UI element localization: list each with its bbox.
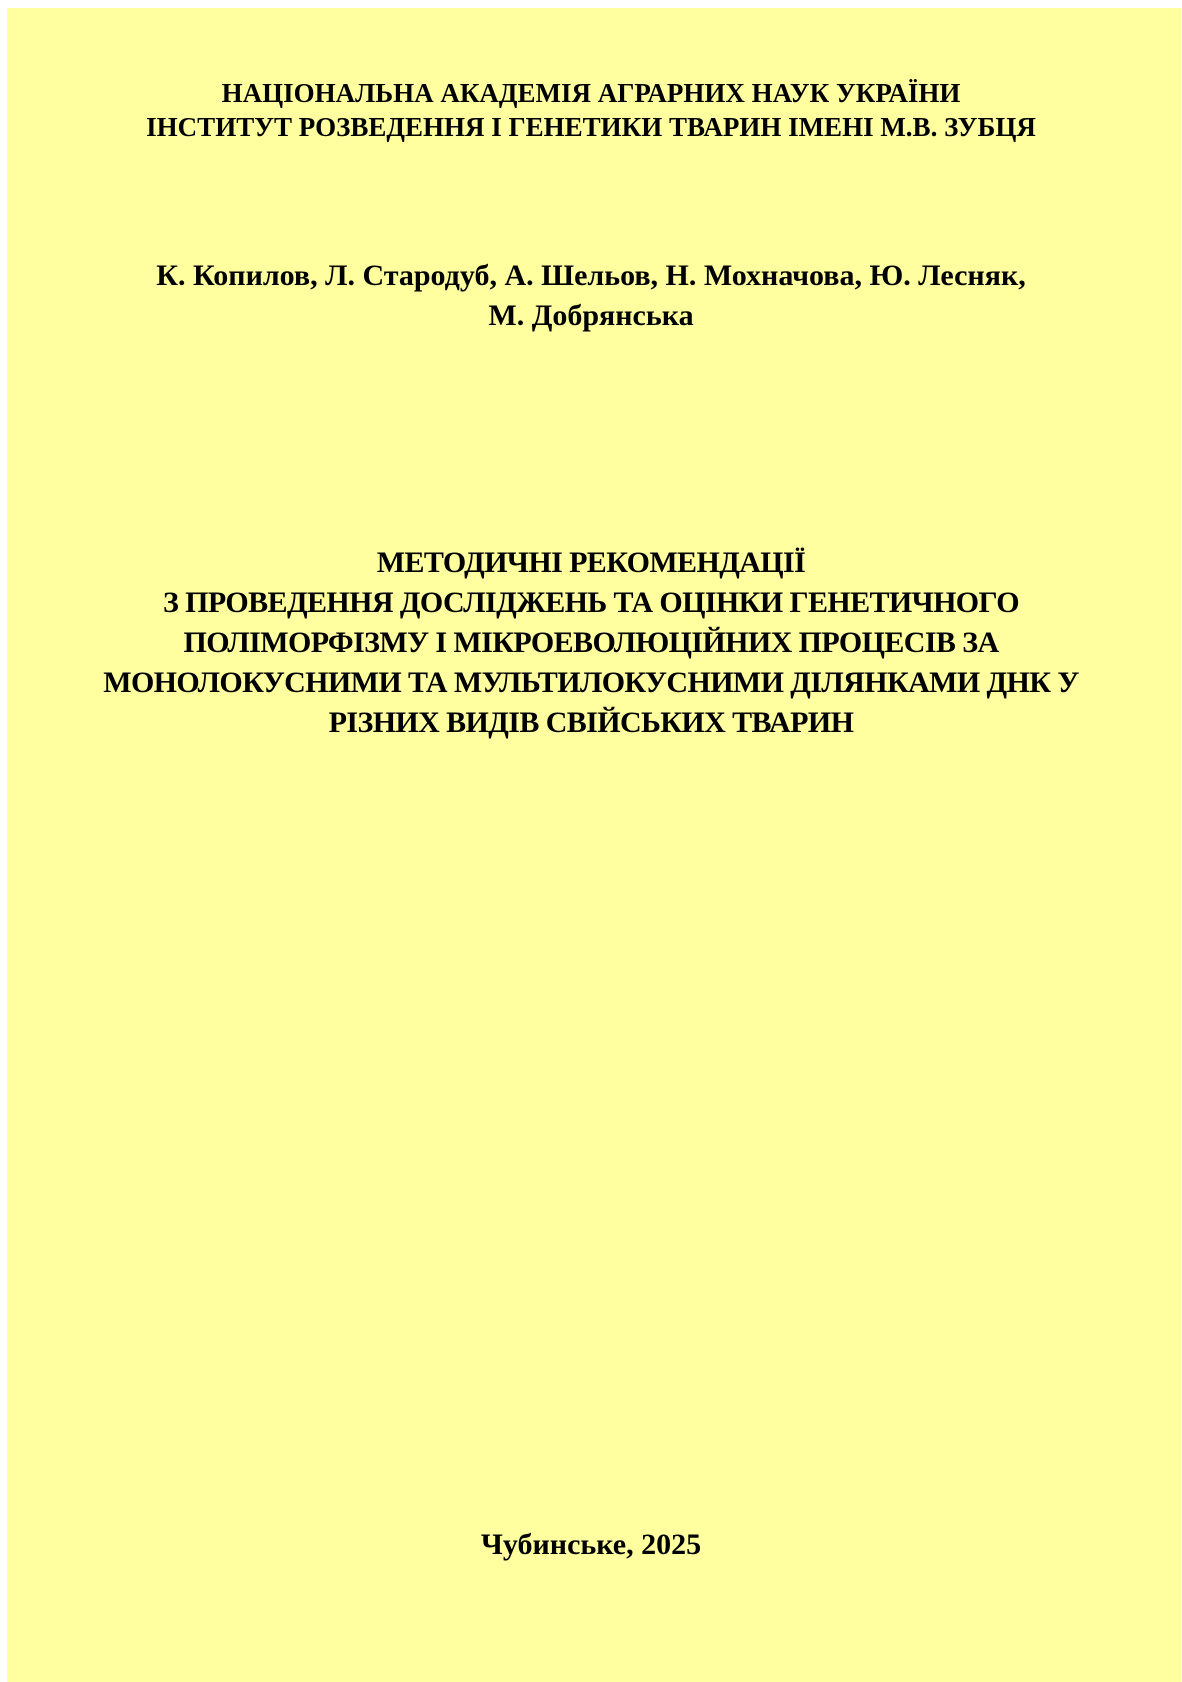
title-line-1: МЕТОДИЧНІ РЕКОМЕНДАЦІЇ bbox=[376, 546, 806, 579]
title-line-3: ПОЛІМОРФІЗМУ І МІКРОЕВОЛЮЦІЙНИХ ПРОЦЕСІВ ЗА bbox=[183, 626, 999, 659]
organization-line-1: НАЦІОНАЛЬНА АКАДЕМІЯ АГРАРНИХ НАУК УКРАЇНИ bbox=[221, 78, 961, 108]
title-line-2: З ПРОВЕДЕННЯ ДОСЛІДЖЕНЬ ТА ОЦІНКИ ГЕНЕТИЧНОГО bbox=[162, 586, 1020, 619]
place-year: Чубинське, 2025 bbox=[480, 1528, 702, 1561]
title-line-4: МОНОЛОКУСНИМИ ТА МУЛЬТИЛОКУСНИМИ ДІЛЯНКАМИ ДНК У bbox=[103, 666, 1079, 699]
organization-line-2: ІНСТИТУТ РОЗВЕДЕННЯ І ГЕНЕТИКИ ТВАРИН ІМЕНІ М.В. ЗУБЦЯ bbox=[146, 112, 1036, 142]
title-line-5: РІЗНИХ ВИДІВ СВІЙСЬКИХ ТВАРИН bbox=[328, 706, 854, 739]
authors-line-2: М. Добрянська bbox=[488, 299, 694, 332]
authors-line-1: К. Копилов, Л. Стародуб, А. Шельов, Н. Мохначова, Ю. Лесняк, bbox=[156, 259, 1026, 292]
